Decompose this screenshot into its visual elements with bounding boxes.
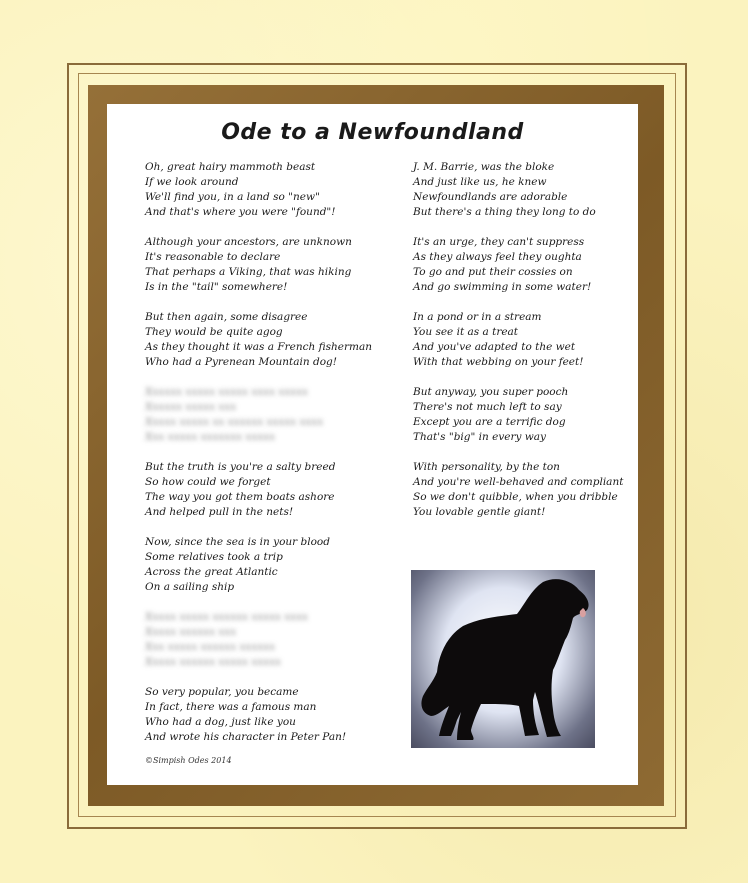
stanza (413, 460, 628, 520)
blurred-line: Xxxxx xxxxx xx xxxxxx xxxxx xxxx (145, 416, 324, 428)
poem-line: In fact, there was a famous man (145, 701, 317, 713)
poem-line: Oh, great hairy mammoth beast (145, 161, 316, 173)
poem-line: So how could we forget (145, 476, 271, 488)
poem-line: You lovable gentle giant! (413, 506, 546, 518)
copyright-notice: ©Simpish Odes 2014 (145, 756, 232, 765)
poem-line: So very popular, you became (145, 686, 299, 698)
poem-line: In a pond or in a stream (413, 311, 542, 323)
blurred-line: Xxxxxx xxxxx xxxxx xxxx xxxxx (145, 386, 308, 398)
stanza (145, 535, 395, 595)
poem-line: And that's where you were "found"! (145, 206, 336, 218)
stanza (413, 160, 628, 220)
left-column (145, 160, 395, 760)
poem-line: You see it as a treat (413, 326, 519, 338)
poem-line: And helped pull in the nets! (145, 506, 294, 518)
poem-line: It's reasonable to declare (145, 251, 281, 263)
poem-line: Except you are a terrific dog (413, 416, 566, 428)
poem-line: We'll find you, in a land so "new" (145, 191, 320, 203)
poem-line: As they always feel they oughta (413, 251, 582, 263)
poem-line: But then again, some disagree (145, 311, 308, 323)
poem-line: That perhaps a Viking, that was hiking (145, 266, 352, 278)
blurred-stanza (145, 385, 395, 445)
poem-line: And you've adapted to the wet (413, 341, 576, 353)
stanza (413, 235, 628, 295)
poem-line: But anyway, you super pooch (413, 386, 569, 398)
blurred-line: Xxxxx xxxxxx xxxxx xxxxx (145, 656, 281, 668)
poem-line: But the truth is you're a salty breed (145, 461, 336, 473)
poem-line: J. M. Barrie, was the bloke (413, 161, 555, 173)
poem-line: With that webbing on your feet! (413, 356, 584, 368)
poem-line: As they thought it was a French fisherman (145, 341, 372, 353)
poem-line: And go swimming in some water! (413, 281, 592, 293)
poem-line: But there's a thing they long to do (413, 206, 596, 218)
poem-line: If we look around (145, 176, 239, 188)
right-column (413, 160, 628, 535)
poem-line: So we don't quibble, when you dribble (413, 491, 618, 503)
dog-silhouette-icon (411, 570, 595, 748)
stanza (145, 160, 395, 220)
poem-line: And just like us, he knew (413, 176, 547, 188)
poem-line: Although your ancestors, are unknown (145, 236, 352, 248)
poem-title: Ode to a Newfoundland (221, 120, 524, 145)
poem-line: That's "big" in every way (413, 431, 546, 443)
poem-line: There's not much left to say (413, 401, 562, 413)
stanza (145, 460, 395, 520)
poem-line: They would be quite agog (145, 326, 283, 338)
blurred-line: Xxxxxx xxxxx xxx (145, 401, 237, 413)
blurred-line: Xxx xxxxx xxxxxxx xxxxx (145, 431, 275, 443)
poem-line: The way you got them boats ashore (145, 491, 335, 503)
stanza (413, 310, 628, 370)
poem-line: And wrote his character in Peter Pan! (145, 731, 347, 743)
poem-sheet (107, 104, 638, 785)
blurred-line: Xxx xxxxx xxxxxx xxxxxx (145, 641, 275, 653)
blurred-stanza (145, 610, 395, 670)
blurred-line: Xxxxx xxxxxx xxx (145, 626, 237, 638)
poem-line: Across the great Atlantic (145, 566, 278, 578)
poem-line: Some relatives took a trip (145, 551, 283, 563)
poem-line: Who had a Pyrenean Mountain dog! (145, 356, 337, 368)
stanza (145, 310, 395, 370)
poem-line: Newfoundlands are adorable (413, 191, 568, 203)
stanza (145, 685, 395, 745)
stanza (145, 235, 395, 295)
poem-line: Who had a dog, just like you (145, 716, 296, 728)
poem-line: Is in the "tail" somewhere! (145, 281, 288, 293)
poem-line: And you're well-behaved and compliant (413, 476, 624, 488)
poem-line: On a sailing ship (145, 581, 235, 593)
blurred-line: Xxxxx xxxxx xxxxxx xxxxx xxxx (145, 611, 308, 623)
poem-line: With personality, by the ton (413, 461, 560, 473)
newfoundland-dog-image (411, 570, 595, 748)
poem-line: Now, since the sea is in your blood (145, 536, 330, 548)
stanza (413, 385, 628, 445)
poem-line: It's an urge, they can't suppress (413, 236, 585, 248)
poem-line: To go and put their cossies on (413, 266, 573, 278)
